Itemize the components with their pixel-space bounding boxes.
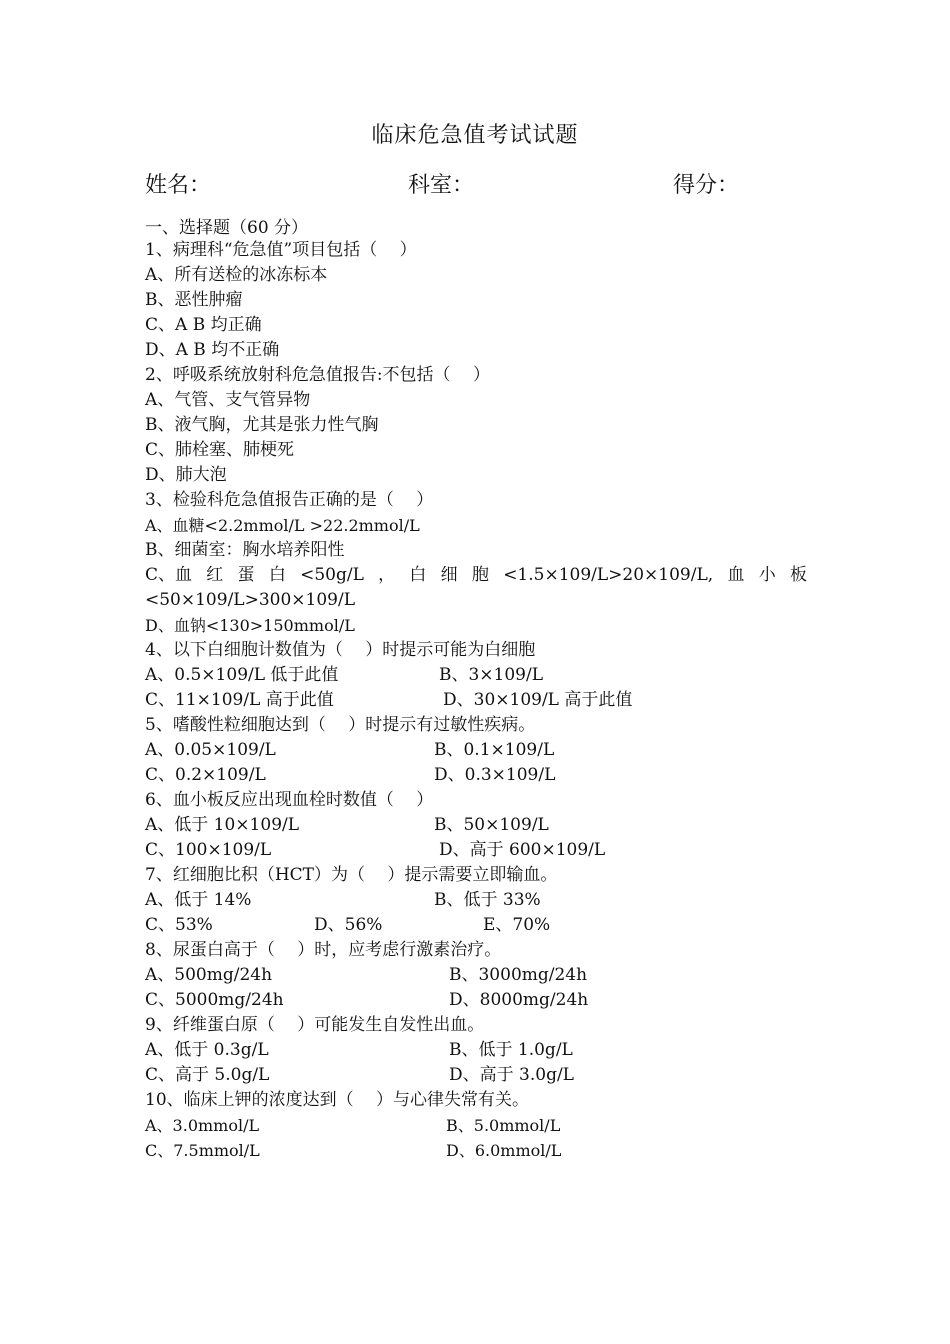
word: ， xyxy=(378,565,396,585)
question-stem: 8、尿蛋白高于（ ）时，应考虑行激素治疗。 xyxy=(145,940,502,960)
option: D、血钠<130>150mmol/L xyxy=(145,616,355,635)
option: C、0.2×109/L xyxy=(145,765,266,785)
option-row xyxy=(145,1138,810,1163)
option: A、500mg/24h xyxy=(145,965,273,985)
word: 白 xyxy=(268,565,286,585)
option: B、50×109/L xyxy=(434,815,549,835)
option-row xyxy=(145,1063,810,1088)
question-stem: 5、嗜酸性粒细胞达到（ ）时提示有过敏性疾病。 xyxy=(145,715,536,735)
option: A、3.0mmol/L xyxy=(145,1116,260,1135)
option-row xyxy=(145,663,810,688)
option-justified xyxy=(145,563,807,588)
word: 红 xyxy=(206,565,224,585)
word: 胞 xyxy=(471,565,489,585)
option: C、5000mg/24h xyxy=(145,990,284,1010)
option-row xyxy=(145,988,810,1013)
question-stem: 2、呼吸系统放射科危急值报告:不包括（ ） xyxy=(145,365,490,385)
option-row xyxy=(145,813,810,838)
option-row xyxy=(145,888,810,913)
option: A、0.5×109/L 低于此值 xyxy=(145,665,339,685)
word: 白 xyxy=(409,565,427,585)
question-stem: 4、以下白细胞计数值为（ ）时提示可能为白细胞 xyxy=(145,640,536,660)
option-row xyxy=(145,963,810,988)
score-label: 得分： xyxy=(673,173,740,198)
word: <50g/L xyxy=(300,565,364,585)
option-row xyxy=(145,913,810,938)
option: D、6.0mmol/L xyxy=(446,1141,562,1160)
option: D、高于 3.0g/L xyxy=(449,1065,574,1085)
option: B、5.0mmol/L xyxy=(446,1116,561,1135)
option: B、3000mg/24h xyxy=(449,965,588,985)
option: A、气管、支气管异物 xyxy=(145,390,311,410)
word: C、血 xyxy=(145,565,193,585)
word: 血 xyxy=(727,565,745,585)
page-title: 临床危急值考试试题 xyxy=(371,123,579,148)
option: C、肺栓塞、肺梗死 xyxy=(145,440,295,460)
word: 板 xyxy=(789,565,807,585)
question-stem: 9、纤维蛋白原（ ）可能发生自发性出血。 xyxy=(145,1015,485,1035)
option: A、低于 14% xyxy=(145,890,252,910)
option: A、低于 0.3g/L xyxy=(145,1040,269,1060)
question-stem: 10、临床上钾的浓度达到（ ）与心律失常有关。 xyxy=(145,1090,530,1110)
question-list xyxy=(145,238,810,1163)
option: A、低于 10×109/L xyxy=(145,815,300,835)
option: B、液气胸，尤其是张力性气胸 xyxy=(145,415,379,435)
question-stem: 1、病理科“危急值”项目包括（ ） xyxy=(145,240,417,260)
question-stem: 7、红细胞比积（HCT）为（ ）提示需要立即输血。 xyxy=(145,865,558,885)
option-continuation: <50×109/L>300×109/L xyxy=(145,590,355,610)
option: D、8000mg/24h xyxy=(449,990,589,1010)
word: 细 xyxy=(440,565,458,585)
word: <1.5×109/L>20×109/L, xyxy=(503,565,714,585)
option: A、所有送检的冰冻标本 xyxy=(145,265,328,285)
option: D、高于 600×109/L xyxy=(439,840,606,860)
option: D、A B 均不正确 xyxy=(145,340,280,360)
option: C、高于 5.0g/L xyxy=(145,1065,270,1085)
option: D、0.3×109/L xyxy=(434,765,556,785)
option: C、A B 均正确 xyxy=(145,315,262,335)
option-row xyxy=(145,1113,810,1138)
name-label: 姓名： xyxy=(145,173,212,198)
option: D、56% xyxy=(314,915,383,935)
option-row xyxy=(145,688,810,713)
option: B、低于 33% xyxy=(434,890,541,910)
option: D、30×109/L 高于此值 xyxy=(443,690,633,710)
option-row xyxy=(145,1038,810,1063)
option: B、细菌室：胸水培养阳性 xyxy=(145,540,345,560)
option: E、70% xyxy=(483,915,551,935)
option: D、肺大泡 xyxy=(145,465,227,485)
option-row xyxy=(145,838,810,863)
question-stem: 3、检验科危急值报告正确的是（ ） xyxy=(145,490,434,510)
option: A、血糖<2.2mmol/L >22.2mmol/L xyxy=(145,516,420,535)
option: C、100×109/L xyxy=(145,840,272,860)
option: C、53% xyxy=(145,915,213,935)
section-heading: 一、选择题（60 分） xyxy=(145,218,309,238)
option: C、7.5mmol/L xyxy=(145,1141,260,1160)
word: 小 xyxy=(758,565,776,585)
option: B、恶性肿瘤 xyxy=(145,290,243,310)
option-row xyxy=(145,763,810,788)
option: B、3×109/L xyxy=(439,665,544,685)
option-row xyxy=(145,738,810,763)
department-label: 科室： xyxy=(408,173,475,198)
option: B、低于 1.0g/L xyxy=(449,1040,573,1060)
word: 蛋 xyxy=(237,565,255,585)
option: C、11×109/L 高于此值 xyxy=(145,690,334,710)
option: B、0.1×109/L xyxy=(434,740,555,760)
question-stem: 6、血小板反应出现血栓时数值（ ） xyxy=(145,790,434,810)
option: A、0.05×109/L xyxy=(145,740,276,760)
